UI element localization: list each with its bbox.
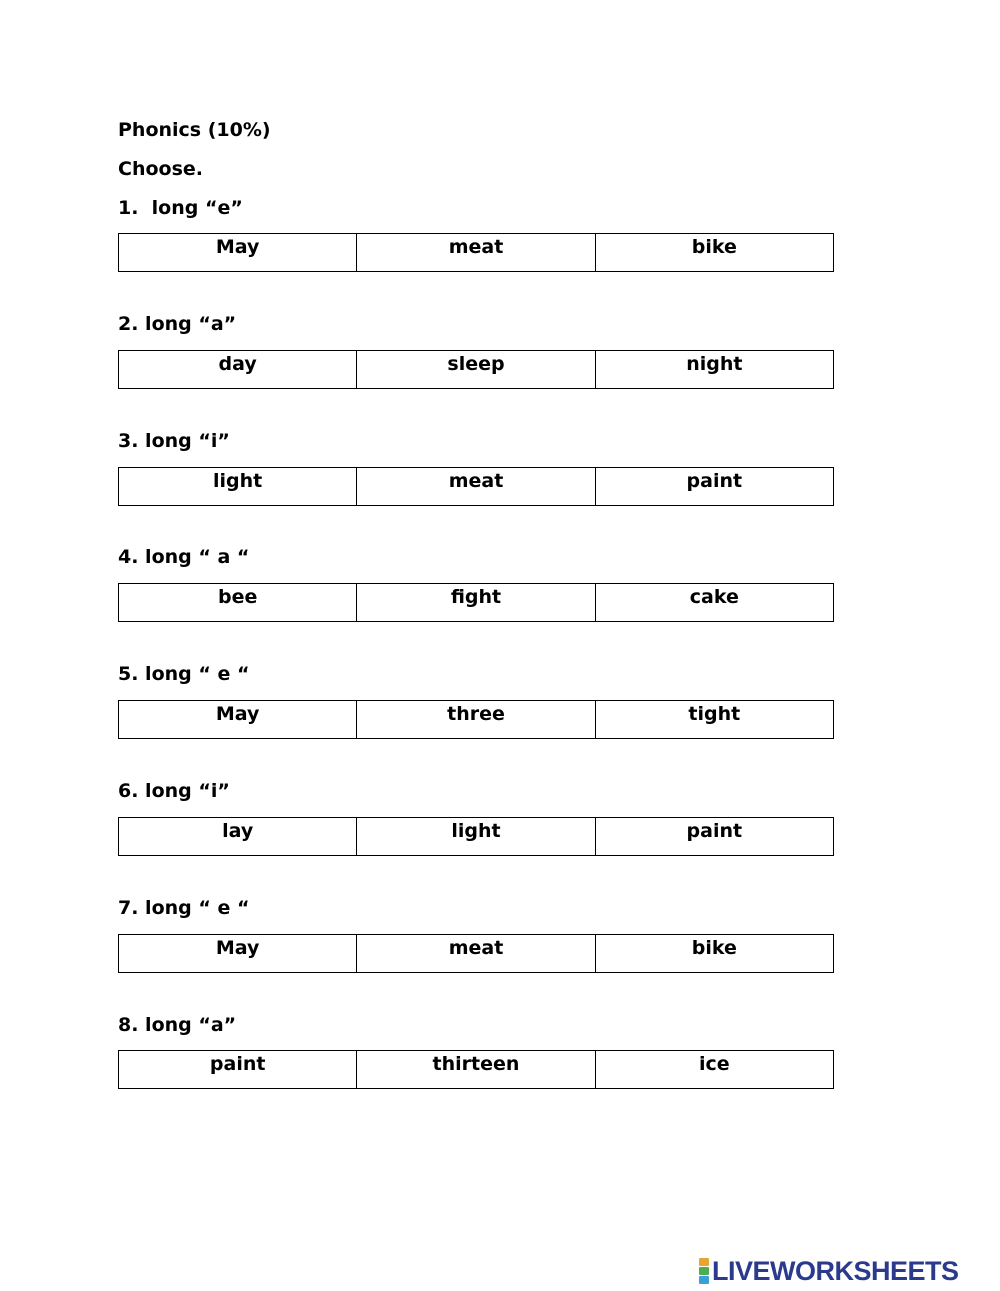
choice-option[interactable]: day (119, 351, 357, 388)
choice-option[interactable]: lay (119, 818, 357, 855)
logo-blocks-icon (699, 1258, 709, 1284)
question-label-2: 2. long “a” (118, 313, 237, 335)
choice-option[interactable]: meat (357, 935, 595, 972)
choice-table-6 (118, 817, 834, 856)
choice-table-3 (118, 467, 834, 506)
logo-block (699, 1267, 709, 1275)
logo-block (699, 1276, 709, 1284)
choice-option[interactable]: paint (119, 1051, 357, 1088)
choice-option[interactable]: cake (689, 586, 739, 608)
choice-table-5 (118, 700, 834, 739)
choice-option[interactable]: fight (357, 584, 595, 621)
choice-option[interactable]: meat (357, 234, 595, 271)
choice-table-1 (118, 233, 834, 272)
question-label-6: 6. long “i” (118, 780, 230, 802)
choice-option[interactable]: paint (686, 820, 743, 842)
question-label-7: 7. long “ e “ (118, 897, 250, 919)
worksheet-title: Phonics (10%) (118, 119, 271, 141)
choice-table-2 (118, 350, 834, 389)
choice-option[interactable]: sleep (357, 351, 595, 388)
choice-option[interactable]: night (686, 353, 743, 375)
choice-option[interactable]: May (119, 234, 357, 271)
choice-option[interactable]: three (357, 701, 595, 738)
choice-option[interactable]: bee (119, 584, 357, 621)
choice-table-4 (118, 583, 834, 622)
choice-option[interactable]: meat (357, 468, 595, 505)
choice-option[interactable]: bike (691, 236, 737, 258)
choice-option[interactable]: bike (691, 937, 737, 959)
choice-option[interactable]: light (357, 818, 595, 855)
question-label-5: 5. long “ e “ (118, 663, 250, 685)
choice-option[interactable]: thirteen (357, 1051, 595, 1088)
choice-option[interactable]: tight (688, 703, 741, 725)
choice-table-7 (118, 934, 834, 973)
question-label-8: 8. long “a” (118, 1014, 237, 1036)
question-label-4: 4. long “ a “ (118, 546, 250, 568)
choice-option[interactable]: May (119, 701, 357, 738)
choice-option[interactable]: ice (698, 1053, 730, 1075)
choice-option[interactable]: May (119, 935, 357, 972)
liveworksheets-logo (699, 1258, 959, 1284)
logo-block (699, 1258, 709, 1266)
question-label-1: 1. long “e” (118, 197, 243, 219)
question-label-3: 3. long “i” (118, 430, 230, 452)
choice-option[interactable]: paint (686, 470, 743, 492)
worksheet-instruction: Choose. (118, 158, 203, 180)
choice-table-8 (118, 1050, 834, 1089)
logo-text: LIVEWORKSHEETS (712, 1256, 959, 1286)
choice-option[interactable]: light (119, 468, 357, 505)
